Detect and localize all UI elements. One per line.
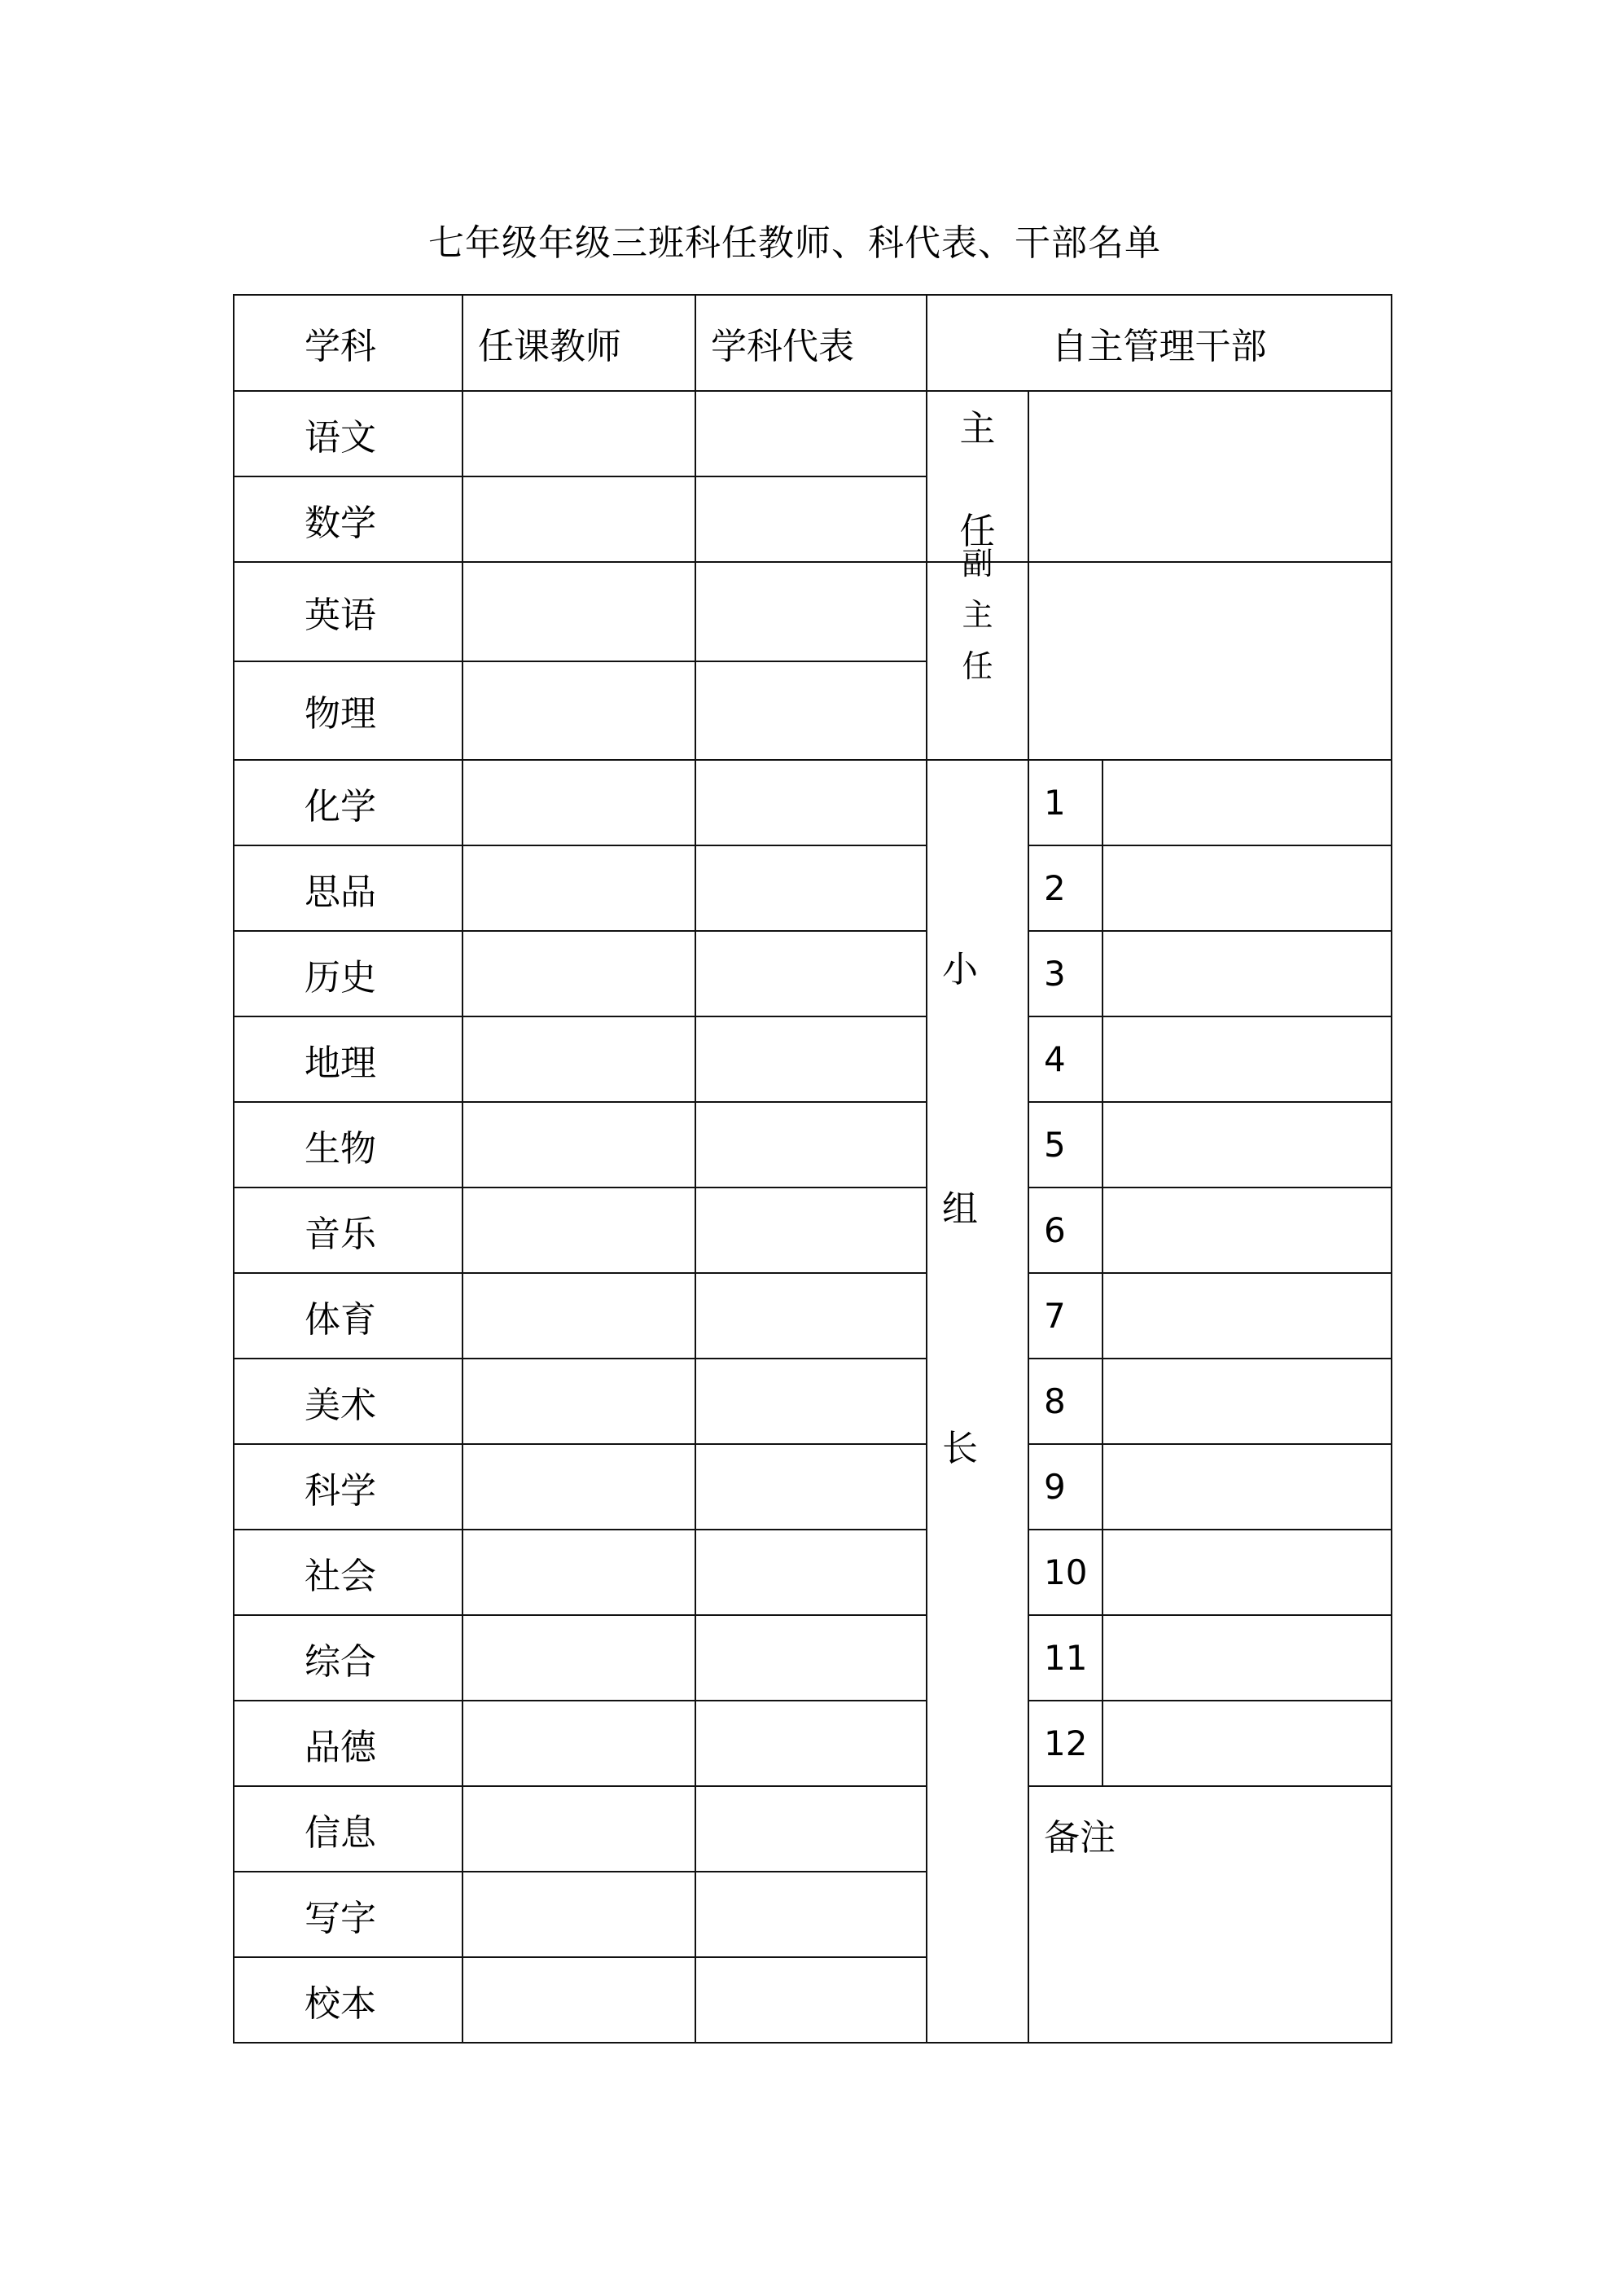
table-row	[234, 931, 1392, 1016]
representative-cell[interactable]	[695, 1701, 927, 1786]
teacher-cell[interactable]	[462, 1016, 695, 1102]
table-row	[234, 1188, 1392, 1273]
subject-cell: 生物	[234, 1102, 462, 1188]
teacher-cell[interactable]	[462, 476, 695, 562]
subject-cell: 思品	[234, 845, 462, 931]
teacher-cell[interactable]	[462, 1359, 695, 1444]
group-number: 8	[1028, 1359, 1103, 1444]
group-leader-name-cell[interactable]	[1103, 1359, 1392, 1444]
representative-cell[interactable]	[695, 760, 927, 845]
representative-cell[interactable]	[695, 931, 927, 1016]
group-leader-name-cell[interactable]	[1103, 1615, 1392, 1701]
subject-cell: 音乐	[234, 1188, 462, 1273]
teacher-cell[interactable]	[462, 1957, 695, 2043]
teacher-cell[interactable]	[462, 1188, 695, 1273]
subject-cell: 写字	[234, 1872, 462, 1957]
representative-cell[interactable]	[695, 1016, 927, 1102]
group-leader-name-cell[interactable]	[1103, 1102, 1392, 1188]
table-row	[234, 1359, 1392, 1444]
subject-cell: 综合	[234, 1615, 462, 1701]
group-number: 5	[1028, 1102, 1103, 1188]
subject-cell: 美术	[234, 1359, 462, 1444]
group-leader-name-cell[interactable]	[1103, 1701, 1392, 1786]
group-number: 12	[1028, 1701, 1103, 1786]
subject-cell: 社会	[234, 1530, 462, 1615]
teacher-cell[interactable]	[462, 1530, 695, 1615]
group-number: 4	[1028, 1016, 1103, 1102]
group-leader-name-cell[interactable]	[1103, 845, 1392, 931]
group-leader-label-char: 组	[942, 1188, 978, 1230]
teacher-cell[interactable]	[462, 661, 695, 761]
teacher-cell[interactable]	[462, 1273, 695, 1359]
group-number: 7	[1028, 1273, 1103, 1359]
representative-cell[interactable]	[695, 1444, 927, 1530]
teacher-cell[interactable]	[462, 760, 695, 845]
table-row	[234, 1273, 1392, 1359]
representative-cell[interactable]	[695, 1786, 927, 1872]
group-number: 3	[1028, 931, 1103, 1016]
head-label-char: 主	[959, 408, 996, 450]
subject-cell: 英语	[234, 562, 462, 661]
group-number: 10	[1028, 1530, 1103, 1615]
table-row	[234, 1016, 1392, 1102]
subject-cell: 历史	[234, 931, 462, 1016]
table-row	[234, 1786, 1392, 1872]
remarks-label: 备注	[1044, 1817, 1116, 1859]
deputy-name-cell[interactable]	[1028, 562, 1392, 760]
subject-cell: 体育	[234, 1273, 462, 1359]
representative-cell[interactable]	[695, 661, 927, 761]
group-leader-name-cell[interactable]	[1103, 1016, 1392, 1102]
teacher-cell[interactable]	[462, 931, 695, 1016]
representative-cell[interactable]	[695, 1530, 927, 1615]
group-number: 9	[1028, 1444, 1103, 1530]
group-leader-name-cell[interactable]	[1103, 931, 1392, 1016]
representative-cell[interactable]	[695, 845, 927, 931]
header-teacher: 任课教师	[462, 295, 695, 391]
deputy-label-cell	[927, 546, 1028, 760]
table-row	[234, 760, 1392, 845]
head-label-char: 任	[959, 511, 996, 552]
representative-cell[interactable]	[695, 391, 927, 476]
deputy-label-char: 主	[962, 597, 993, 633]
subject-cell: 信息	[234, 1786, 462, 1872]
table-row	[234, 1615, 1392, 1701]
subject-cell: 语文	[234, 391, 462, 476]
representative-cell[interactable]	[695, 1102, 927, 1188]
group-leader-name-cell[interactable]	[1103, 1273, 1392, 1359]
group-number: 1	[1028, 760, 1103, 845]
group-leader-name-cell[interactable]	[1103, 760, 1392, 845]
representative-cell[interactable]	[695, 1957, 927, 2043]
teacher-cell[interactable]	[462, 1872, 695, 1957]
representative-cell[interactable]	[695, 476, 927, 562]
teacher-cell[interactable]	[462, 562, 695, 661]
table-row	[234, 1444, 1392, 1530]
table-row	[234, 562, 1392, 661]
teacher-cell[interactable]	[462, 1444, 695, 1530]
representative-cell[interactable]	[695, 1359, 927, 1444]
deputy-label-char: 副	[962, 546, 993, 582]
group-leader-name-cell[interactable]	[1103, 1188, 1392, 1273]
group-number: 11	[1028, 1615, 1103, 1701]
header-representative: 学科代表	[695, 295, 927, 391]
teacher-cell[interactable]	[462, 391, 695, 476]
teacher-cell[interactable]	[462, 1701, 695, 1786]
representative-cell[interactable]	[695, 562, 927, 661]
subject-cell: 品德	[234, 1701, 462, 1786]
subject-cell: 科学	[234, 1444, 462, 1530]
subject-cell: 校本	[234, 1957, 462, 2043]
remarks-cell[interactable]	[1028, 1786, 1392, 2043]
subject-cell: 物理	[234, 661, 462, 761]
subject-cell: 地理	[234, 1016, 462, 1102]
deputy-label-char: 任	[962, 648, 993, 684]
table-row	[234, 1701, 1392, 1786]
table-row	[234, 845, 1392, 931]
header-subject: 学科	[234, 295, 462, 391]
group-leader-name-cell[interactable]	[1103, 1530, 1392, 1615]
group-leader-label-char: 长	[942, 1428, 978, 1469]
page-title: 七年级年级三班科任教师、科代表、干部名单	[428, 222, 1161, 264]
head-label-cell	[927, 391, 1028, 562]
group-leader-label-cell	[927, 760, 1028, 2043]
subject-cell: 数学	[234, 476, 462, 562]
teacher-cell[interactable]	[462, 1786, 695, 1872]
table-row	[234, 1530, 1392, 1615]
representative-cell[interactable]	[695, 1615, 927, 1701]
group-number: 2	[1028, 845, 1103, 931]
subject-cell: 化学	[234, 760, 462, 845]
group-leader-label-char: 小	[942, 949, 978, 990]
header-cadres: 自主管理干部	[927, 295, 1392, 391]
teacher-cell[interactable]	[462, 845, 695, 931]
teacher-cell[interactable]	[462, 1102, 695, 1188]
header-row	[234, 295, 1392, 391]
table-row	[234, 391, 1392, 476]
representative-cell[interactable]	[695, 1273, 927, 1359]
representative-cell[interactable]	[695, 1188, 927, 1273]
table-row	[234, 1102, 1392, 1188]
roster-table	[233, 294, 1392, 2044]
head-name-cell[interactable]	[1028, 391, 1392, 562]
teacher-cell[interactable]	[462, 1615, 695, 1701]
group-number: 6	[1028, 1188, 1103, 1273]
representative-cell[interactable]	[695, 1872, 927, 1957]
group-leader-name-cell[interactable]	[1103, 1444, 1392, 1530]
